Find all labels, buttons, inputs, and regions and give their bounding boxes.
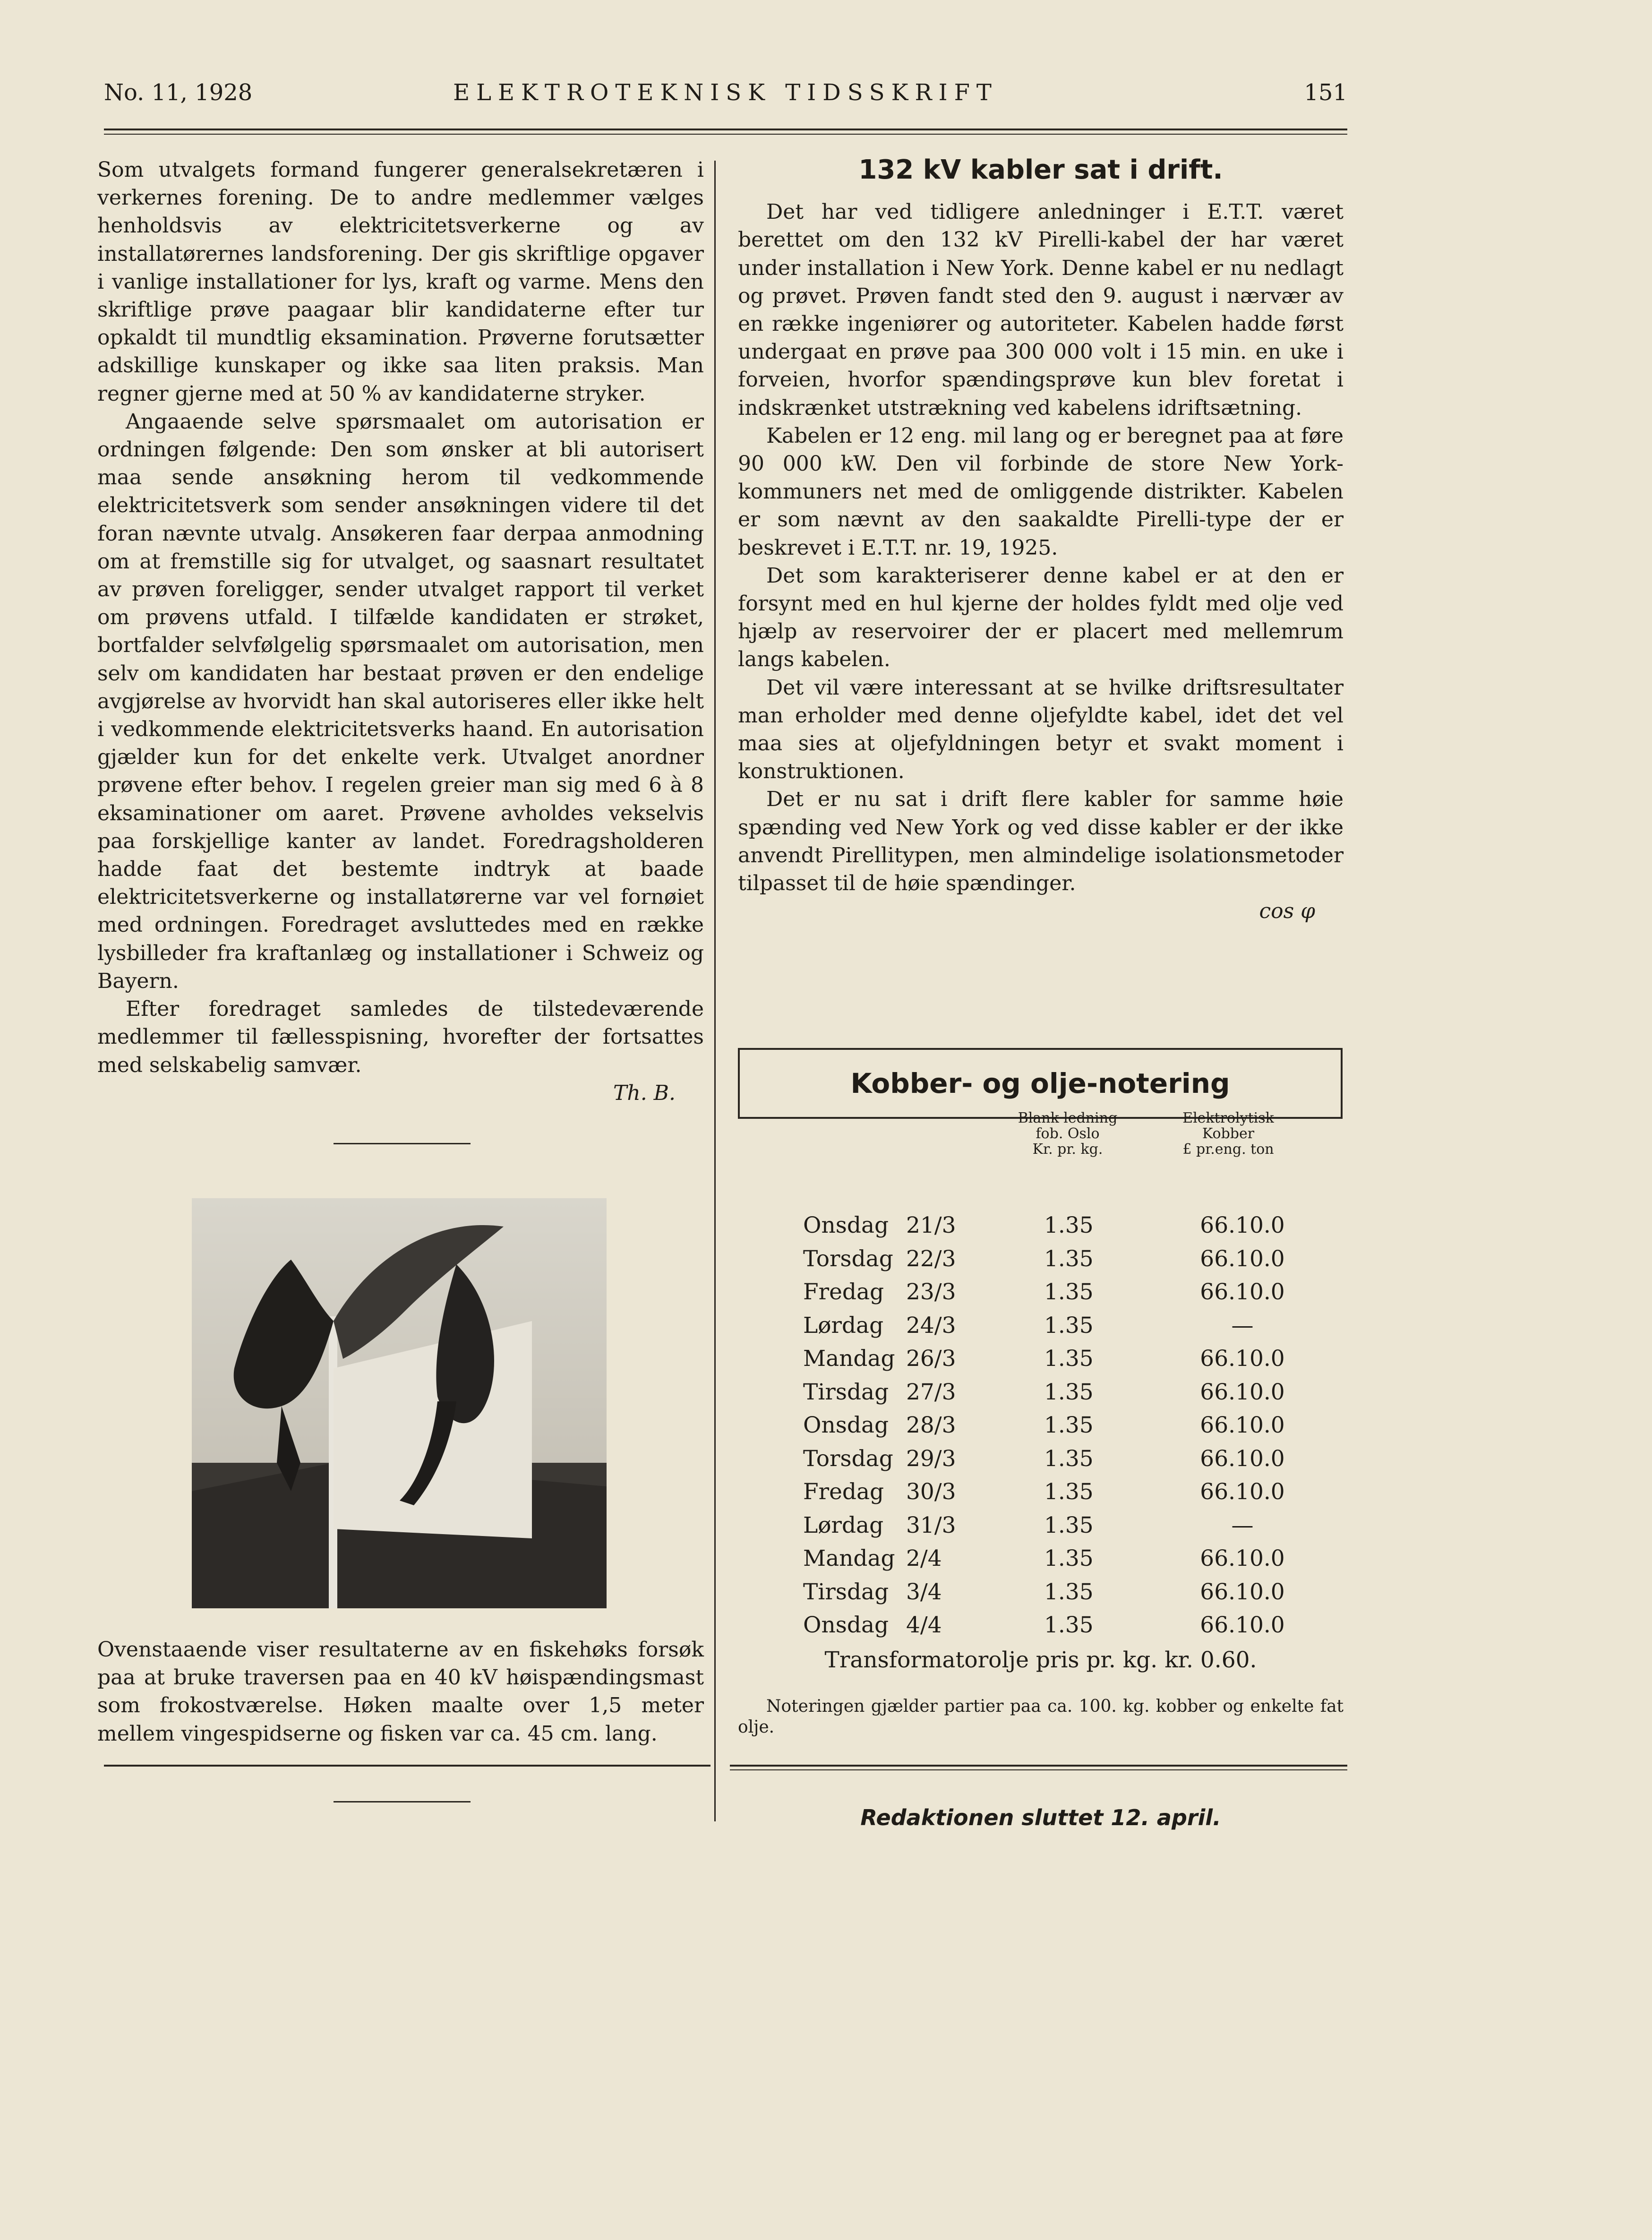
- page-number: 151: [1304, 79, 1347, 106]
- price-date: 28/3: [906, 1412, 956, 1438]
- price-row: [803, 1246, 1332, 1279]
- column-head-blank: Blank ledning fob. Oslo Kr. pr. kg.: [1018, 1110, 1118, 1158]
- price-kobber: 66.10.0: [1200, 1279, 1285, 1305]
- price-date: 31/3: [906, 1512, 956, 1538]
- signature: Th. B.: [613, 1081, 676, 1105]
- note-text: Noteringen gjælder partier paa ca. 100. kg. kobber og enkelte fat olje.: [738, 1697, 1344, 1737]
- price-date: 4/4: [906, 1612, 942, 1638]
- paragraph: Kabelen er 12 eng. mil lang og er beregnet paa at føre 90 000 kW. Den vil forbinde de store New York-kommuners net med de omliggende distrikter. Kabelen er som nævnt av den saakaldte Pirelli-type der er beskrevet i E.T.T. nr. 19, 1925.: [738, 423, 1344, 560]
- price-row: [803, 1346, 1332, 1379]
- price-day: Fredag: [803, 1279, 884, 1305]
- price-date: 3/4: [906, 1579, 942, 1605]
- price-kobber: 66.10.0: [1200, 1579, 1285, 1605]
- price-kobber: 66.10.0: [1200, 1479, 1285, 1505]
- page-header: [104, 79, 1347, 112]
- price-date: 2/4: [906, 1545, 942, 1571]
- price-kobber: 66.10.0: [1200, 1412, 1285, 1438]
- column-divider: [714, 161, 716, 1821]
- price-row: [803, 1479, 1332, 1512]
- paragraph: Det som karakteriserer denne kabel er at den er forsynt med en hul kjerne der holdes fyldt med olje ved hjælp av reservoirer der er placert med mellemrum langs kabelen.: [738, 563, 1344, 672]
- price-day: Lørdag: [803, 1312, 884, 1339]
- journal-title: ELEKTROTEKNISK TIDSSKRIFT: [453, 79, 998, 106]
- price-row: [803, 1512, 1332, 1545]
- footer-rule-left: [104, 1765, 710, 1767]
- price-row: [803, 1412, 1332, 1445]
- price-blank: 1.35: [1044, 1346, 1094, 1372]
- price-row: [803, 1379, 1332, 1412]
- column-head-elektrolytisk: Elektrolytisk Kobber £ pr.eng. ton: [1182, 1110, 1274, 1158]
- price-blank: 1.35: [1044, 1545, 1094, 1571]
- price-date: 30/3: [906, 1479, 956, 1505]
- price-day: Onsdag: [803, 1212, 889, 1238]
- price-day: Torsdag: [803, 1445, 893, 1472]
- transformer-oil-price: Transformatorolje pris pr. kg. kr. 0.60.: [824, 1647, 1257, 1673]
- price-kobber: 66.10.0: [1200, 1612, 1285, 1638]
- paragraph: Angaaende selve spørsmaalet om autorisation er ordningen følgende: Den som ønsker at bli autorisert maa sende ansøkning herom til vedkommende elektricitetsverk som sender ansøkningen videre til det foran nævnte utvalg. Ansøkeren faar derpaa anmodning om at fremstille sig for utvalget, og saasnart resultatet av prøven foreligger, sender utvalget rapport til verket om prøvens utfald. I tilfælde kandidaten er strøket, bortfalder selvfølgelig spørsmaalet om autorisation, men selv om kandidaten har bestaat prøven er den endelige avgjørelse av hvorvidt han skal autoriseres eller ikke helt i vedkommende elektricitetsverks haand. En autorisation gjælder kun for det enkelte verk. Utvalget anordner prøvene efter behov. I regelen greier man sig med 6 à 8 eksaminationer om aaret. Prøvene avholdes vekselvis paa forskjellige kanter av landet. Foredragsholderen hadde faat det bestemte indtryk at baade elektricitetsverkerne og installatørerne var vel fornøiet med ordningen. Foredraget avsluttedes med en række lysbilleder fra kraftanlæg og installationer i Schweiz og Bayern.: [97, 409, 704, 993]
- header-rule-thin: [104, 134, 1347, 135]
- price-blank: 1.35: [1044, 1579, 1094, 1605]
- price-blank: 1.35: [1044, 1212, 1094, 1238]
- price-date: 26/3: [906, 1346, 956, 1372]
- price-date: 24/3: [906, 1312, 956, 1339]
- price-blank: 1.35: [1044, 1412, 1094, 1438]
- price-blank: 1.35: [1044, 1312, 1094, 1339]
- paragraph: Efter foredraget samledes de tilstedeværende medlemmer til fællesspisning, hvorefter der fortsattes med selskabelig samvær.: [97, 997, 704, 1077]
- price-row: [803, 1612, 1332, 1645]
- price-row: [803, 1545, 1332, 1579]
- price-kobber: 66.10.0: [1200, 1445, 1285, 1472]
- left-column: [97, 156, 704, 1107]
- article-title: 132 kV kabler sat i drift.: [858, 154, 1223, 185]
- price-day: Fredag: [803, 1479, 884, 1505]
- paragraph: Som utvalgets formand fungerer generalsekretæren i verkernes forening. De to andre medlemmer vælges henholdsvis av elektricitetsverkerne og av installatørernes landsforening. Der gis skriftlige opgaver i vanlige installationer for lys, kraft og varme. Mens den skriftlige prøve paagaar blir kandidaterne efter tur opkaldt til mundtlig eksamination. Prøverne forutsætter adskillige kunskaper og ikke saa liten praksis. Man regner gjerne med at 50 % av kandidaterne stryker.: [97, 158, 704, 406]
- price-kobber: 66.10.0: [1200, 1545, 1285, 1571]
- price-box: [738, 1048, 1343, 1119]
- price-day: Onsdag: [803, 1612, 889, 1638]
- paragraph: Det har ved tidligere anledninger i E.T.T. været berettet om den 132 kV Pirelli-kabel der har været under installation i New York. Denne kabel er nu nedlagt og prøvet. Prøven fandt sted den 9. august i nærvær av en række ingeniører og autoriteter. Kabelen hadde først undergaat en prøve paa 300 000 volt i 15 min. en uke i forveien, hvorfor spændingsprøve kun blev foretat i indskrænket utstrækning ved kabelens idriftsætning.: [738, 200, 1344, 420]
- price-day: Tirsdag: [803, 1579, 889, 1605]
- price-kobber: 66.10.0: [1200, 1245, 1285, 1272]
- footer-rule: [730, 1765, 1347, 1767]
- price-blank: 1.35: [1044, 1445, 1094, 1472]
- price-kobber: —: [1231, 1312, 1254, 1339]
- price-row: [803, 1279, 1332, 1312]
- price-row: [803, 1446, 1332, 1479]
- price-blank: 1.35: [1044, 1379, 1094, 1405]
- photo-caption: [97, 1636, 704, 1748]
- price-day: Torsdag: [803, 1245, 893, 1272]
- paragraph: Det er nu sat i drift flere kabler for samme høie spænding ved New York og ved disse kabler er der ikke anvendt Pirellitypen, men almindelige isolationsmetoder tilpasset til de høie spændinger.: [738, 787, 1344, 896]
- price-day: Onsdag: [803, 1412, 889, 1438]
- price-kobber: —: [1231, 1512, 1254, 1538]
- fish-hawk-image: [192, 1198, 607, 1608]
- footer-rule-thin: [730, 1769, 1347, 1770]
- section-divider: [334, 1143, 471, 1144]
- price-date: 22/3: [906, 1245, 956, 1272]
- right-column: [738, 156, 1344, 925]
- price-day: Tirsdag: [803, 1379, 889, 1405]
- price-day: Mandag: [803, 1346, 895, 1372]
- price-day: Lørdag: [803, 1512, 884, 1538]
- paragraph: Det vil være interessant at se hvilke driftsresultater man erholder med denne oljefyldte kabel, idet det vel maa sies at oljefyldningen betyr et svakt moment i konstruktionen.: [738, 675, 1344, 784]
- price-day: Mandag: [803, 1545, 895, 1571]
- price-kobber: 66.10.0: [1200, 1379, 1285, 1405]
- issue-number: No. 11, 1928: [104, 79, 253, 106]
- price-blank: 1.35: [1044, 1279, 1094, 1305]
- price-date: 27/3: [906, 1379, 956, 1405]
- price-blank: 1.35: [1044, 1612, 1094, 1638]
- price-date: 23/3: [906, 1279, 956, 1305]
- price-kobber: 66.10.0: [1200, 1212, 1285, 1238]
- signature: cos φ: [1259, 899, 1315, 924]
- price-date: 29/3: [906, 1445, 956, 1472]
- price-date: 21/3: [906, 1212, 956, 1238]
- section-divider: [334, 1801, 471, 1802]
- price-blank: 1.35: [1044, 1245, 1094, 1272]
- closing-note: Redaktionen sluttet 12. april.: [860, 1805, 1221, 1830]
- price-row: [803, 1579, 1332, 1612]
- price-kobber: 66.10.0: [1200, 1346, 1285, 1372]
- caption-text: Ovenstaaende viser resultaterne av en fiskehøks forsøk paa at bruke traversen paa en 40 kV høispændingsmast som frokostværelse. Høken maalte over 1,5 meter mellem vingespidserne og fisken var ca. 45 cm. lang.: [97, 1638, 704, 1746]
- price-note: [738, 1696, 1344, 1738]
- header-rule: [104, 129, 1347, 130]
- price-blank: 1.35: [1044, 1512, 1094, 1538]
- price-row: [803, 1212, 1332, 1245]
- price-box-title: Kobber- og olje-notering: [850, 1067, 1230, 1099]
- price-blank: 1.35: [1044, 1479, 1094, 1505]
- price-row: [803, 1313, 1332, 1346]
- bird-photo: [192, 1198, 607, 1608]
